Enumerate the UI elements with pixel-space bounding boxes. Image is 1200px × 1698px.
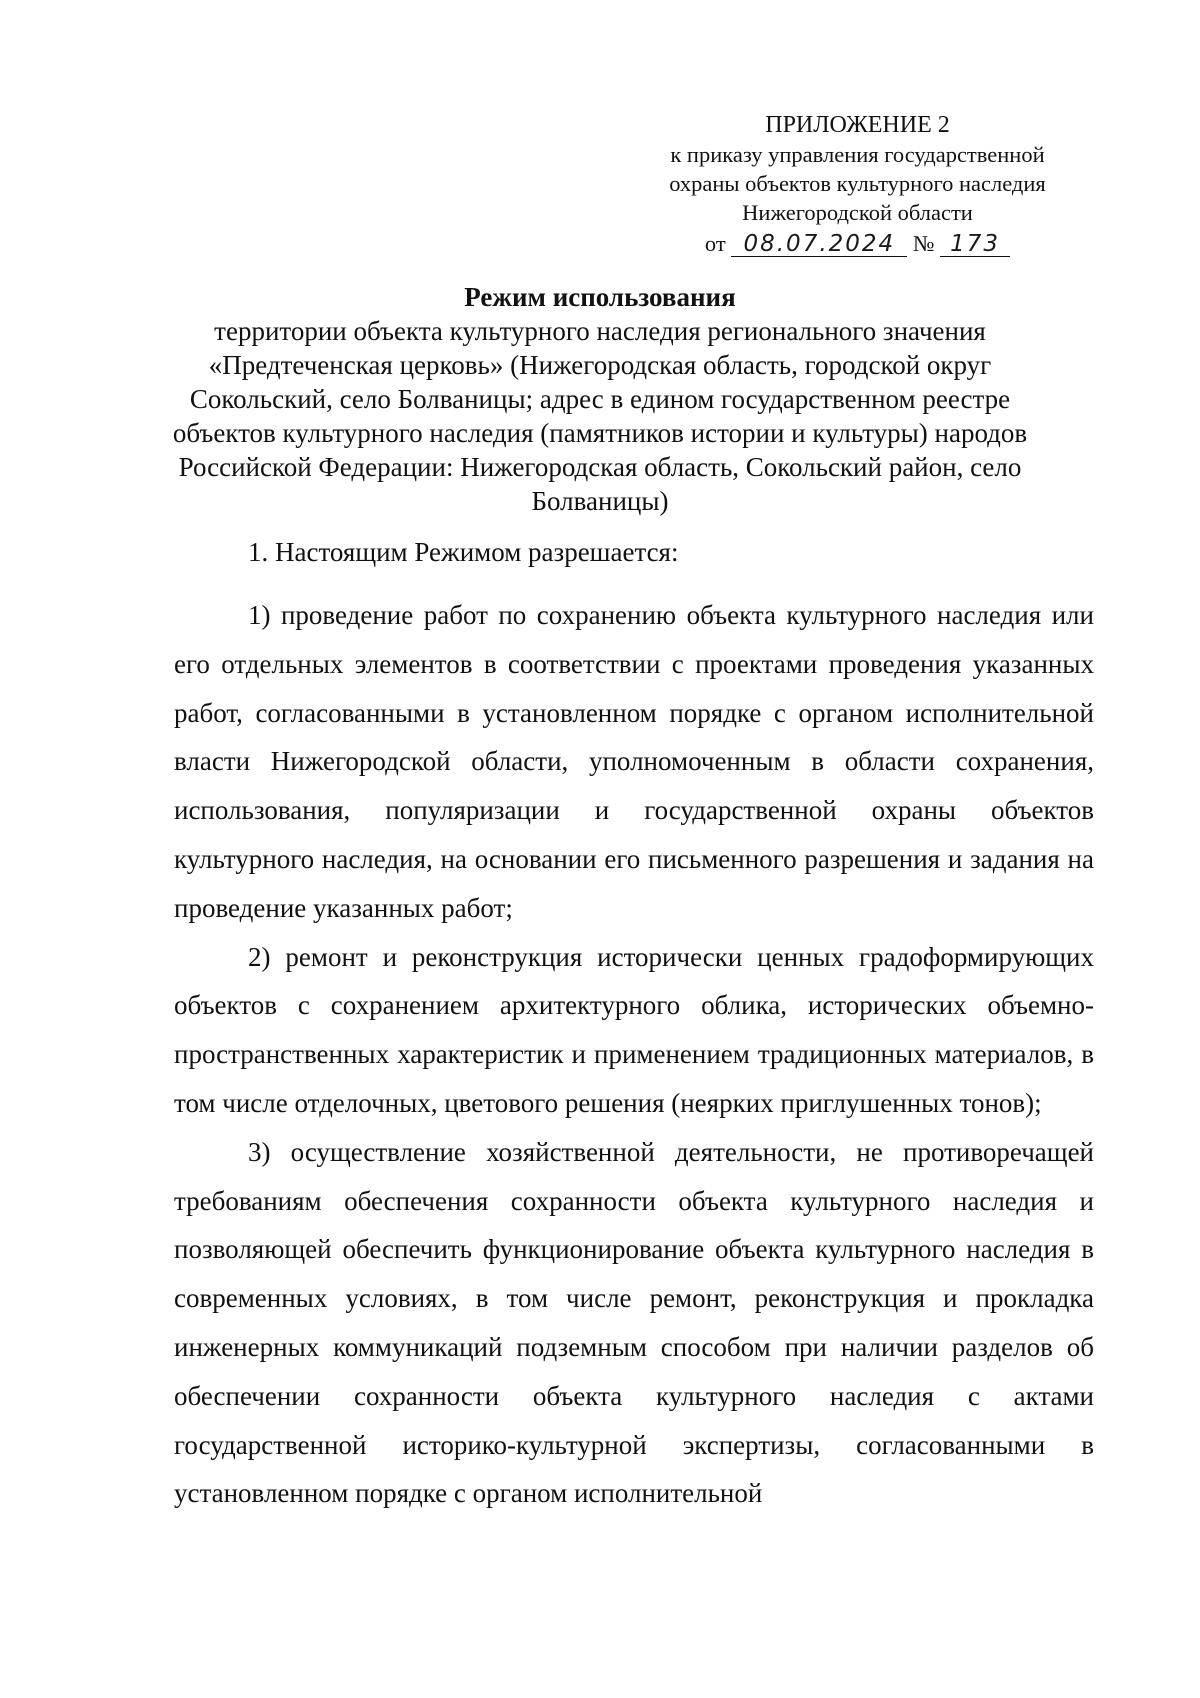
appendix-line: к приказу управления государственной — [670, 142, 1045, 167]
heading-subtitle: территории объекта культурного наследия регионального значения «Предтеченская церковь» (Нижегородская область, городской округ Сокольский, село Болваницы; адрес в едином государственном реестре объектов культурного наследия (памятников истории и культуры) народов Российской Федерации: Нижегородская область, Сокольский район, село Болваницы) — [172, 316, 1028, 516]
handwritten-number: 173 — [940, 232, 1010, 257]
document-heading — [150, 280, 1050, 518]
appendix-line: Нижегородской области — [742, 200, 973, 225]
handwritten-date: 08.07.2024 — [731, 232, 907, 257]
appendix-title: ПРИЛОЖЕНИЕ 2 — [765, 112, 950, 138]
number-label: № — [912, 231, 935, 256]
order-date-line — [630, 229, 1085, 258]
list-item: 3) осуществление хозяйственной деятельности, не противоречащей требованиям обеспечения сохранности объекта культурного наследия и позволяющей обеспечить функционирование объекта культурного наследия в современных условиях, в том числе ремонт, реконструкция и прокладка инженерных коммуникаций подземным способом при наличии разделов об обеспечении сохранности объекта культурного наследия с актами государственной историко-культурной экспертизы, согласованными в установленном порядке с органом исполнительной — [174, 1136, 1094, 1509]
appendix-block — [630, 110, 1085, 258]
heading-title: Режим использования — [464, 282, 736, 312]
list-item: 1) проведение работ по сохранению объекта культурного наследия или его отдельных элементов в соответствии с проектами проведения указанных работ, согласованными в установленном порядке с органом исполнительной власти Нижегородской области, уполномоченным в области сохранения, использования, популяризации и государственной охраны объектов культурного наследия, на основании его письменного разрешения и задания на проведение указанных работ; — [174, 600, 1094, 923]
list-item: 2) ремонт и реконструкция исторически ценных градоформирующих объектов с сохранением архитектурного облика, исторических объемно-пространственных характеристик и применением традиционных материалов, в том числе отделочных, цветового решения (неярких приглушенных тонов); — [174, 941, 1094, 1118]
appendix-line: охраны объектов культурного наследия — [669, 171, 1046, 196]
document-body — [174, 535, 1094, 1518]
from-label: от — [704, 231, 726, 256]
section-intro: 1. Настоящим Режимом разрешается: — [248, 537, 679, 567]
